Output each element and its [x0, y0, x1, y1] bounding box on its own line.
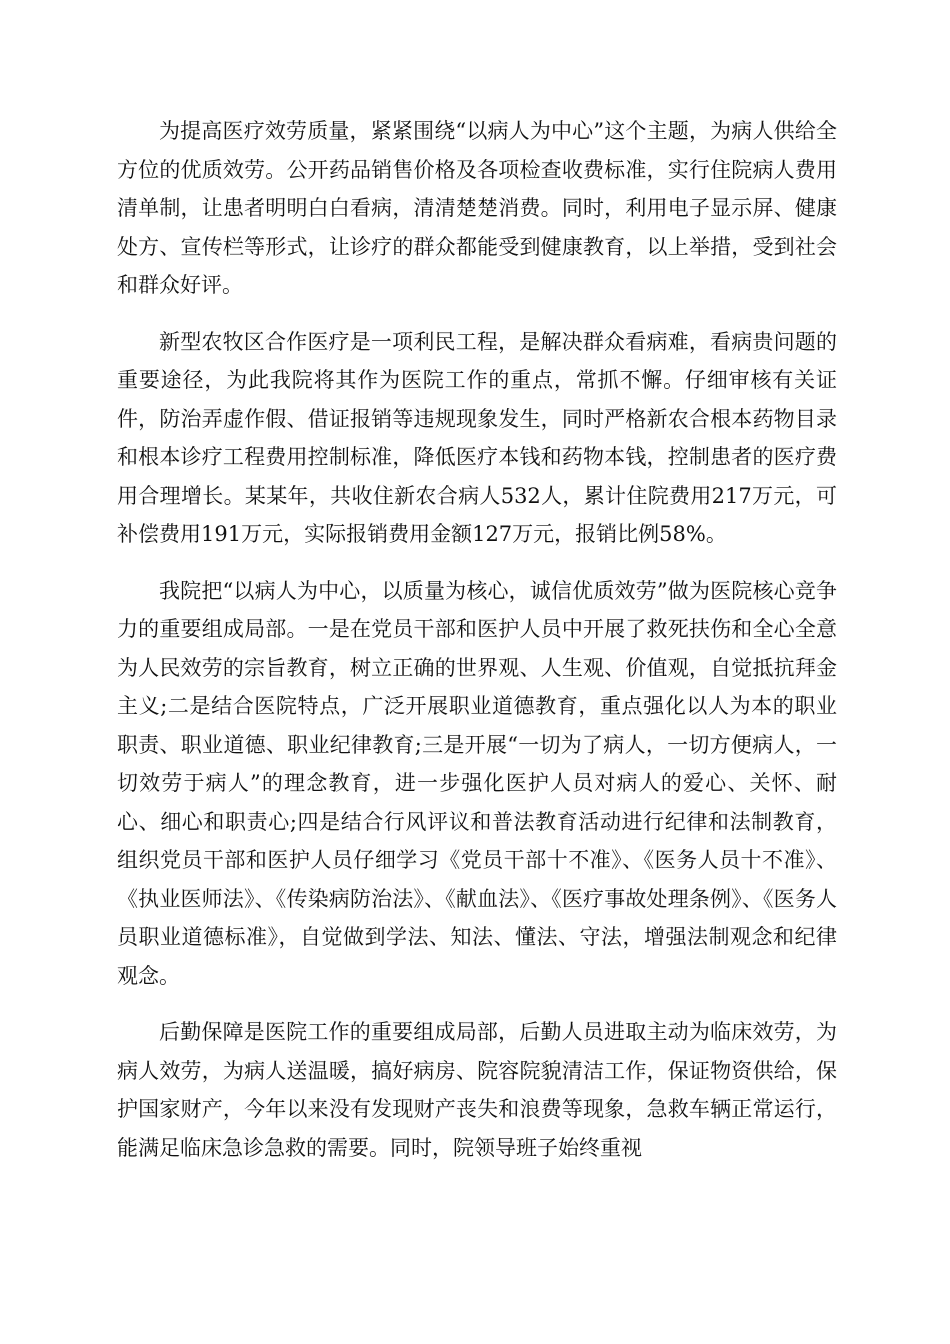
paragraph-ethics-education: 我院把“以病人为中心，以质量为核心，诚信优质效劳”做为医院核心竞争力的重要组成局部。一是在党员干部和医护人员中开展了救死扶伤和全心全意为人民效劳的宗旨教育，树立正确的世界观、人生观、价值观，自觉抵抗拜金主义;二是结合医院特点，广泛开展职业道德教育，重点强化以人为本的职业职责、职业道德、职业纪律教育;三是开展“一切为了病人，一切方便病人，一切效劳于病人”的理念教育，进一步强化医护人员对病人的爱心、关怀、耐心、细心和职责心;四是结合行风评议和普法教育活动进行纪律和法制教育，组织党员干部和医护人员仔细学习《党员干部十不准》、《医务人员十不准》、《执业医师法》、《传染病防治法》、《献血法》、《医疗事故处理条例》、《医务人员职业道德标准》，自觉做到学法、知法、懂法、守法，增强法制观念和纪律观念。	[117, 578, 837, 988]
paragraph-rural-cooperative-medical: 新型农牧区合作医疗是一项利民工程，是解决群众看病难，看病贵问题的重要途径，为此我院将其作为医院工作的重点，常抓不懈。仔细审核有关证件，防治弄虚作假、借证报销等违规现象发生，同时严格新农合根本药物目录和根本诊疗工程费用控制标准，降低医疗本钱和药物本钱，控制患者的医疗费用合理增长。某某年，共收住新农合病人532人，累计住院费用217万元，可补偿费用191万元，实际报销费用金额127万元，报销比例58%。	[117, 329, 837, 546]
paragraph-patient-centered-service: 为提高医疗效劳质量，紧紧围绕“以病人为中心”这个主题，为病人供给全方位的优质效劳。公开药品销售价格及各项检查收费标准，实行住院病人费用清单制，让患者明明白白看病，清清楚楚消费。同时，利用电子显示屏、健康处方、宣传栏等形式，让诊疗的群众都能受到健康教育，以上举措，受到社会和群众好评。	[117, 119, 837, 297]
paragraph-logistics-support: 后勤保障是医院工作的重要组成局部，后勤人员进取主动为临床效劳，为病人效劳，为病人送温暖，搞好病房、院容院貌清洁工作，保证物资供给，保护国家财产，今年以来没有发现财产丧失和浪费等现象，急救车辆正常运行，能满足临床急诊急救的需要。同时，院领导班子始终重视	[117, 1020, 837, 1160]
document-page	[117, 112, 837, 1185]
